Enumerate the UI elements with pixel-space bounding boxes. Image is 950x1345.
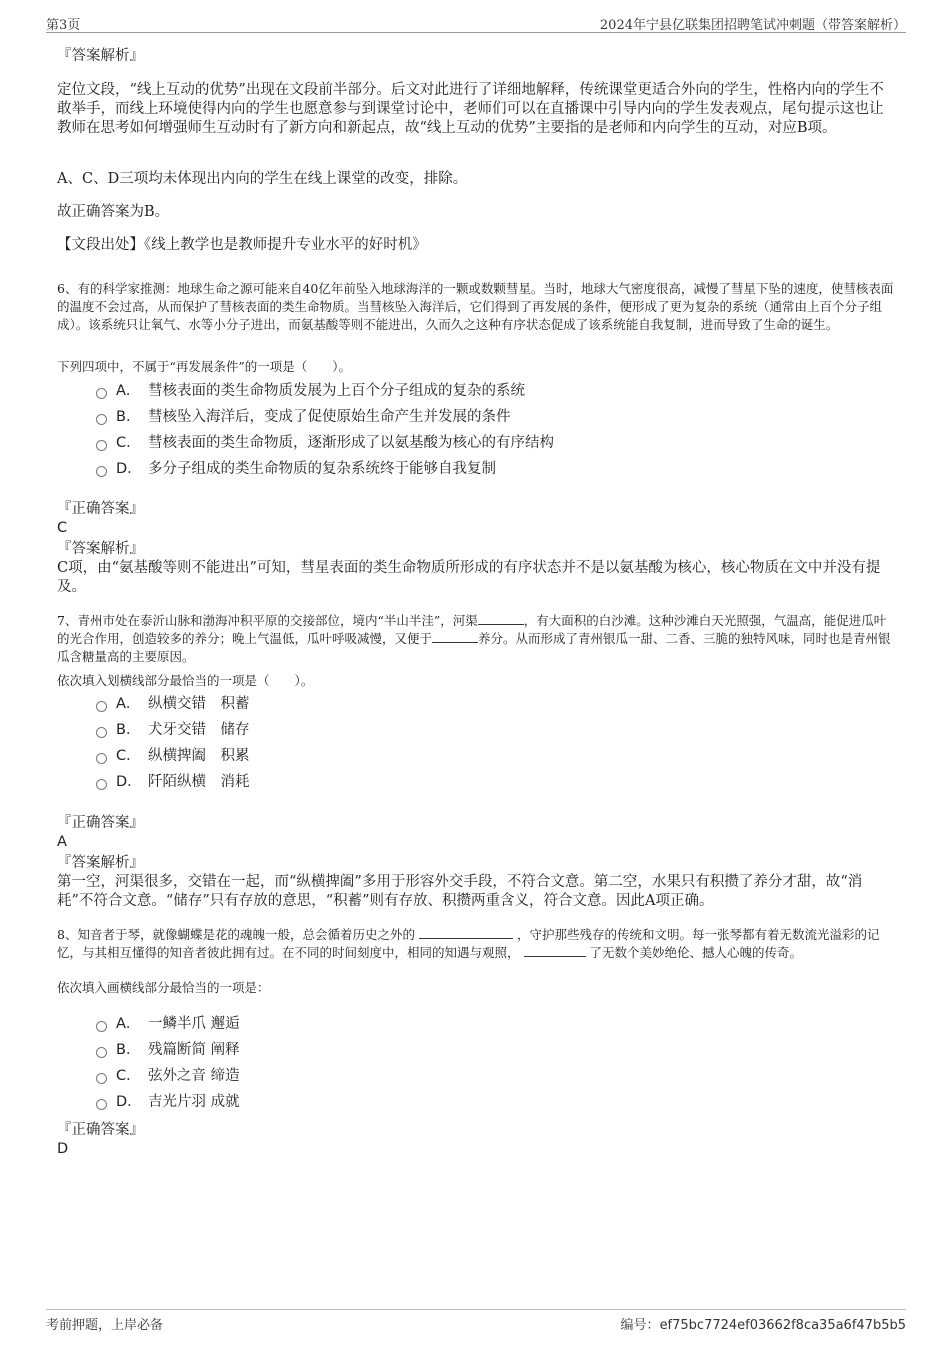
- q7-stem: 7、青州市处在泰沂山脉和渤海冲积平原的交接部位，境内“半山半洼”，河渠 ，有大面积的白沙滩。这种沙滩白天光照强，气温高，能促进瓜叶的光合作用，创造较多的养分；晚上气温低，瓜叶呼吸减慢，又便于 养分。从而形成了青州银瓜一甜、二香、三脆的独特风味，同时也是青州银瓜含糖量高的主要原因。: [57, 613, 891, 664]
- q8-option-c[interactable]: C． 弦外之音 缔造: [96, 1066, 240, 1086]
- radio-button[interactable]: [96, 466, 107, 477]
- q6-answer: C: [57, 520, 68, 536]
- q8-option-b[interactable]: B． 残篇断简 阐释: [96, 1040, 240, 1060]
- document-title: 2024年宁县亿联集团招聘笔试冲刺题（带答案解析）: [599, 18, 906, 33]
- q6-analysis-label: 『答案解析』: [57, 541, 144, 557]
- q6-prompt: 下列四项中，不属于“再发展条件”的一项是（ ）。: [57, 359, 352, 374]
- footer-slogan: 考前押题，上岸必备: [46, 1318, 164, 1333]
- radio-button[interactable]: [96, 388, 107, 399]
- radio-button[interactable]: [96, 779, 107, 790]
- q7-option-c[interactable]: C． 纵横捭阖 积累: [96, 746, 250, 766]
- q7-analysis-label: 『答案解析』: [57, 855, 144, 871]
- document-code: 编号：ef75bc7724ef03662f8ca35a6f47b5b5: [620, 1318, 906, 1333]
- blank-2: [524, 944, 586, 957]
- radio-button[interactable]: [96, 414, 107, 425]
- q6-option-d[interactable]: D． 多分子组成的类生命物质的复杂系统终于能够自我复制: [96, 459, 496, 479]
- q6-option-b[interactable]: B． 彗核坠入海洋后，变成了促使原始生命产生并发展的条件: [96, 407, 511, 427]
- q8-answer: D: [57, 1141, 69, 1157]
- q8-option-a[interactable]: A． 一鳞半爪 邂逅: [96, 1014, 240, 1034]
- q7-option-d[interactable]: D． 阡陌纵横 消耗: [96, 772, 250, 792]
- blank-2: [432, 630, 478, 643]
- q7-option-b[interactable]: B． 犬牙交错 储存: [96, 720, 250, 740]
- blank-1: [478, 612, 524, 625]
- q7-prompt: 依次填入划横线部分最恰当的一项是（ ）。: [57, 673, 314, 688]
- q8-option-d[interactable]: D． 吉光片羽 成就: [96, 1092, 240, 1112]
- q8-stem: 8、知音者于琴，就像蝴蝶是花的魂魄一般，总会循着历史之外的 ，守护那些残存的传统和文明。每一张琴都有着无数流光溢彩的记忆，与其相互懂得的知音者彼此拥有过。在不同的时间刻度中，相同的知遇与观照， 了无数个美妙绝伦、撼人心魄的传奇。: [57, 927, 880, 960]
- q7-option-a[interactable]: A． 纵横交错 积蓄: [96, 694, 250, 714]
- q5-analysis-text: 定位文段，“线上互动的优势”出现在文段前半部分。后文对此进行了详细地解释，传统课堂更适合外向的学生，性格内向的学生不敢举手，而线上环境使得内向的学生也愿意参与到课堂讨论中，老师们可以在直播课中引导内向的学生发表观点，尾句提示这也让教师在思考如何增强师生互动时有了新方向和新起点，故“线上互动的优势”主要指的是老师和内向学生的互动，对应B项。: [57, 82, 884, 136]
- page-number: 第3页: [46, 18, 81, 33]
- q6-option-c[interactable]: C． 彗核表面的类生命物质，逐渐形成了以氨基酸为核心的有序结构: [96, 433, 554, 453]
- q8-prompt: 依次填入画横线部分最恰当的一项是：: [57, 980, 270, 995]
- q6-answer-label: 『正确答案』: [57, 501, 144, 517]
- radio-button[interactable]: [96, 1073, 107, 1084]
- radio-button[interactable]: [96, 1021, 107, 1032]
- q7-answer: A: [57, 834, 67, 850]
- q7-answer-label: 『正确答案』: [57, 815, 144, 831]
- blank-1: [419, 926, 513, 939]
- radio-button[interactable]: [96, 753, 107, 764]
- q6-option-a[interactable]: A． 彗核表面的类生命物质发展为上百个分子组成的复杂的系统: [96, 381, 525, 401]
- page-header: [46, 14, 906, 33]
- radio-button[interactable]: [96, 727, 107, 738]
- radio-button[interactable]: [96, 440, 107, 451]
- radio-button[interactable]: [96, 701, 107, 712]
- radio-button[interactable]: [96, 1099, 107, 1110]
- q8-answer-label: 『正确答案』: [57, 1122, 144, 1138]
- q7-analysis: 第一空，河渠很多，交错在一起，而“纵横捭阖”多用于形容外交手段，不符合文意。第二空，水果只有积攒了养分才甜，故“消耗”不符合文意。“储存”只有存放的意思，“积蓄”则有存放、积攒两重含义，符合文意。因此A项正确。: [57, 874, 863, 909]
- radio-button[interactable]: [96, 1047, 107, 1058]
- q5-analysis-label: 『答案解析』: [57, 48, 144, 64]
- q5-conclusion: 故正确答案为B。: [57, 204, 170, 220]
- page-footer: [46, 1309, 906, 1334]
- q5-exclusion: A、C、D三项均未体现出内向的学生在线上课堂的改变，排除。: [57, 171, 468, 187]
- q6-stem: 6、有的科学家推测：地球生命之源可能来自40亿年前坠入地球海洋的一颗或数颗彗星。当时，地球大气密度很高，减慢了彗星下坠的速度，使彗核表面的温度不会过高，从而保护了彗核表面的类生命物质。当彗核坠入海洋后，它们得到了再发展的条件，便形成了更为复杂的系统（通常由上百个分子组成）。该系统只让氧气、水等小分子进出，而氨基酸等则不能进出，久而久之这种有序状态促成了该系统能自我复制，进而导致了生命的诞生。: [57, 281, 894, 332]
- q6-analysis: C项，由“氨基酸等则不能进出”可知，彗星表面的类生命物质所形成的有序状态并不是以氨基酸为核心，核心物质在文中并没有提及。: [57, 560, 881, 595]
- q5-source: 【文段出处】《线上教学也是教师提升专业水平的好时机》: [57, 237, 427, 253]
